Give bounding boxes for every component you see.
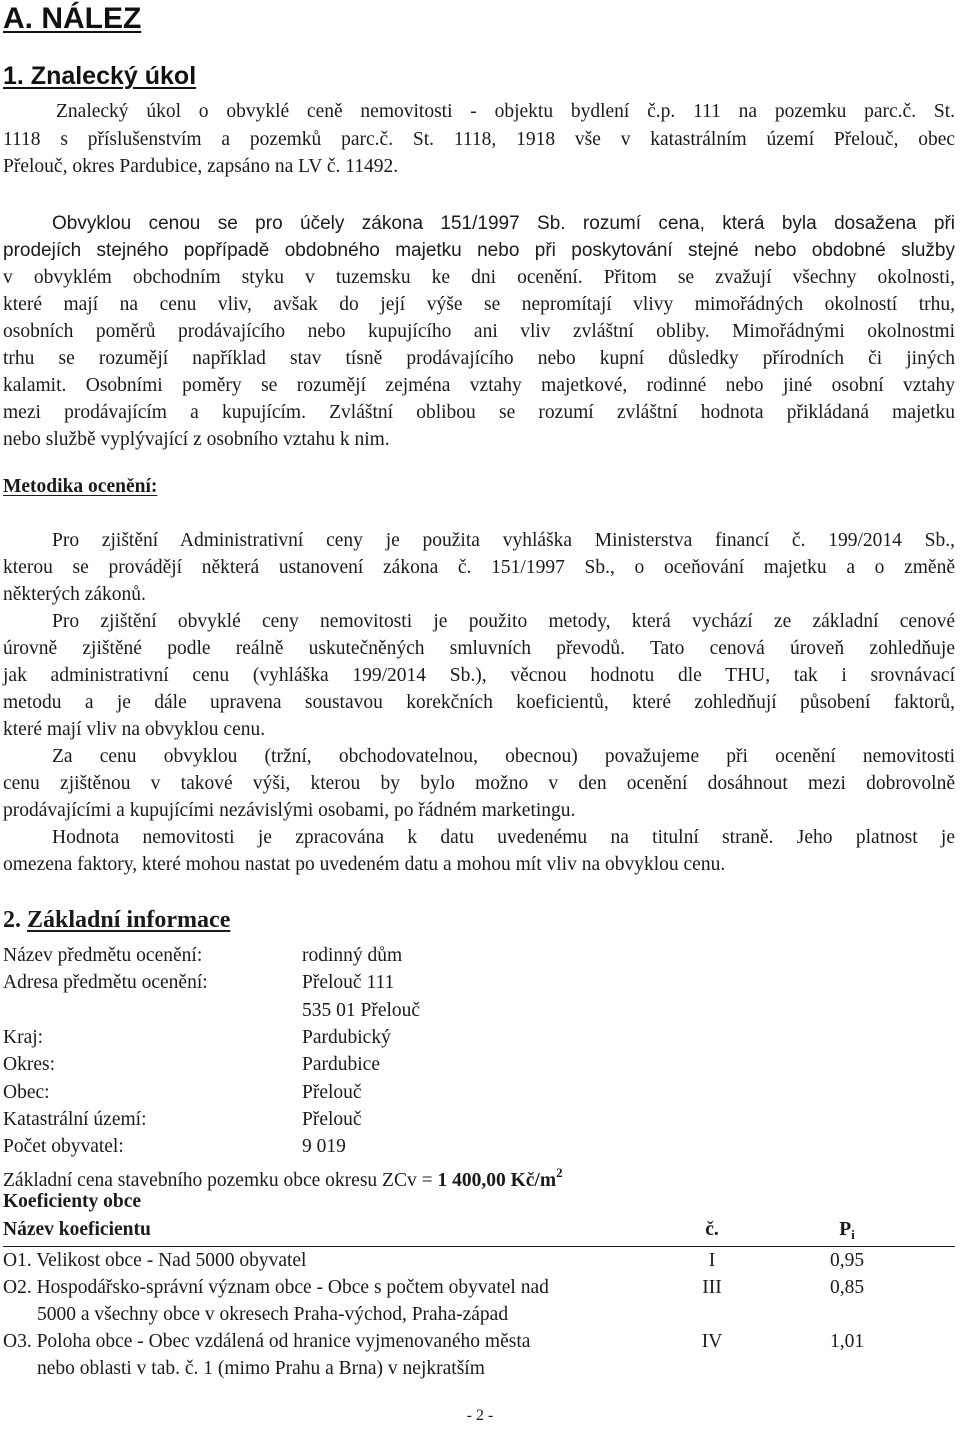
table-cell-coefficient: 0,95 xyxy=(829,1250,865,1271)
methodology-p1-line-2: kterou se provádějí některá ustanovení zákona č. 151/1997 Sb., o oceňování majetku a o změně xyxy=(3,557,955,578)
table-cell-name-continued: nebo oblasti v tab. č. 1 (mimo Prahu a Brna) v nejkratším xyxy=(37,1358,485,1379)
methodology-p1-line-3: některých zákonů. xyxy=(3,584,146,605)
definition-line-6: trhu se rozumějí například stav tísně prodávajícího nebo kupní důsledky přírodních či jiných xyxy=(3,348,955,369)
info-label-population: Počet obyvatel: xyxy=(3,1136,124,1157)
methodology-p3-line-2: cenu zjištěnou v takové výši, kterou by bylo možno v den ocenění dosáhnout mezi dobrovolně xyxy=(3,773,955,794)
info-value-district: Pardubice xyxy=(302,1054,380,1075)
methodology-p4-line-2: omezena faktory, které mohou nastat po uvedeném datu a mohou mít vliv na obvyklou cenu. xyxy=(3,854,726,875)
methodology-p3-line-1: Za cenu obvyklou (tržní, obchodovatelnou, obecnou) považujeme při ocenění nemovitosti xyxy=(52,746,955,767)
methodology-p2-line-2: úrovně zjištěné podle reálně uskutečněných smluvních převodů. Tato cenová úroveň zohledňuje xyxy=(3,638,955,659)
section-heading-basic-info-text: Základní informace xyxy=(27,907,231,933)
task-line-3: Přelouč, okres Pardubice, zapsáno na LV č. 11492. xyxy=(3,156,399,177)
methodology-p2-line-3: jak administrativní cenu (vyhláška 199/2014 Sb.), věcnou hodnotu dle THU, tak i srovnávací xyxy=(3,665,955,686)
base-price-unit-superscript: 2 xyxy=(556,1165,563,1180)
info-value-population: 9 019 xyxy=(302,1136,346,1157)
table-cell-name: O1. Velikost obce - Nad 5000 obyvatel xyxy=(3,1250,307,1271)
definition-line-3: v obvyklém obchodním styku v tuzemsku ke dni ocenění. Přitom se zvažují všechny okolnosti, xyxy=(3,267,955,288)
table-cell-number: I xyxy=(708,1250,716,1271)
base-price-line xyxy=(3,1165,563,1192)
info-value-subject: rodinný dům xyxy=(302,945,403,966)
info-label-subject: Název předmětu ocenění: xyxy=(3,945,203,966)
info-value-region: Pardubický xyxy=(302,1027,391,1048)
info-value-cadastral-area: Přelouč xyxy=(302,1109,362,1130)
definition-line-8: mezi prodávajícím a kupujícím. Zvláštní oblibou se rozumí zvláštní hodnota přikládaná majetku xyxy=(3,402,955,423)
section-heading-task xyxy=(3,62,196,91)
task-line-1: Znalecký úkol o obvyklé ceně nemovitosti - objektu bydlení č.p. 111 na pozemku parc.č. St. xyxy=(56,101,955,122)
page-number: - 2 - xyxy=(466,1407,494,1424)
info-label-district: Okres: xyxy=(3,1054,55,1075)
table-header-number: č. xyxy=(705,1219,719,1240)
definition-line-7: kalamit. Osobními poměry se rozumějí zejména vztahy majetkové, rodinné nebo jiné osobní vztahy xyxy=(3,375,955,396)
table-cell-name-continued: 5000 a všechny obce v okresech Praha-východ, Praha-západ xyxy=(37,1304,509,1325)
methodology-p2-line-5: které mají vliv na obvyklou cenu. xyxy=(3,719,266,740)
info-label-region: Kraj: xyxy=(3,1027,44,1048)
info-value-municipality: Přelouč xyxy=(302,1082,362,1103)
info-label-cadastral-area: Katastrální území: xyxy=(3,1109,147,1130)
info-label-address: Adresa předmětu ocenění: xyxy=(3,972,208,993)
definition-line-4: které mají na cenu vliv, avšak do její výše se nepromítají vlivy mimořádných okolností trhu, xyxy=(3,294,955,315)
methodology-p4-line-1: Hodnota nemovitosti je zpracována k datu uvedenému na titulní straně. Jeho platnost je xyxy=(52,827,955,848)
definition-line-5: osobních poměrů prodávajícího nebo kupujícího ani vliv zvláštní obliby. Mimořádnými okolnostmi xyxy=(3,321,955,342)
table-header-coefficient-symbol: P xyxy=(839,1219,852,1240)
methodology-p1-line-1: Pro zjištění Administrativní ceny je použita vyhláška Ministerstva financí č. 199/2014 Sb., xyxy=(52,530,955,551)
table-cell-number: III xyxy=(702,1277,722,1298)
section-heading-basic-info xyxy=(3,907,230,934)
methodology-heading: Metodika ocenění: xyxy=(3,476,158,497)
base-price-value: 1 400,00 Kč/m xyxy=(437,1170,557,1191)
section-heading-basic-info-num: 2. xyxy=(3,907,21,933)
table-cell-coefficient: 1,01 xyxy=(829,1331,865,1352)
methodology-p3-line-3: prodávajícími a kupujícími nezávislými osobami, po řádném marketingu. xyxy=(3,800,576,821)
section-heading-task-text: 1. Znalecký úkol xyxy=(3,62,197,90)
info-value-address: Přelouč 111 xyxy=(302,972,395,993)
table-cell-coefficient: 0,85 xyxy=(829,1277,865,1298)
info-label-municipality: Obec: xyxy=(3,1082,50,1103)
table-cell-name: O3. Poloha obce - Obec vzdálená od hranice vyjmenovaného města xyxy=(3,1331,531,1352)
document-title: A. NÁLEZ xyxy=(3,2,142,35)
definition-line-1: Obvyklou cenou se pro účely zákona 151/1997 Sb. rozumí cena, která byla dosažena při xyxy=(52,213,955,234)
definition-line-9: nebo službě vyplývající z osobního vztahu k nim. xyxy=(3,429,390,450)
table-header-name: Název koeficientu xyxy=(3,1219,151,1240)
table-cell-name: O2. Hospodářsko-správní význam obce - Obce s počtem obyvatel nad xyxy=(3,1277,549,1298)
base-price-label: Základní cena stavebního pozemku obce okresu ZCv = xyxy=(3,1170,438,1191)
definition-line-2: prodejích stejného popřípadě obdobného majetku nebo při poskytování stejné nebo obdobné služby xyxy=(3,240,955,261)
table-header-coefficient-subscript: i xyxy=(851,1227,855,1242)
table-header-divider xyxy=(3,1246,955,1247)
methodology-p2-line-4: metodu a je dále upravena soustavou korekčních koeficientů, které zohledňují působení faktorů, xyxy=(3,692,955,713)
table-header-coefficient xyxy=(807,1219,887,1243)
methodology-p2-line-1: Pro zjištění obvyklé ceny nemovitosti je použito metody, která vychází ze základní cenové xyxy=(52,611,955,632)
info-value-postcode: 535 01 Přelouč xyxy=(302,1000,421,1021)
coefficients-heading: Koeficienty obce xyxy=(3,1191,142,1212)
task-line-2: 1118 s příslušenstvím a pozemků parc.č. St. 1118, 1918 vše v katastrálním území Přelouč, obec xyxy=(3,129,955,150)
table-cell-number: IV xyxy=(701,1331,723,1352)
